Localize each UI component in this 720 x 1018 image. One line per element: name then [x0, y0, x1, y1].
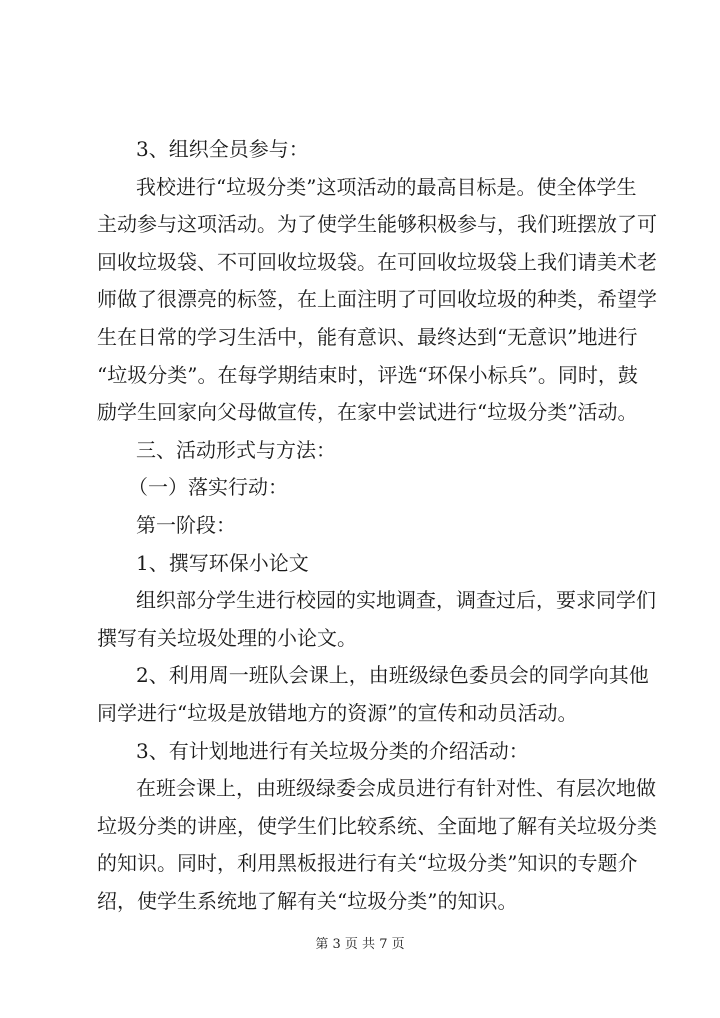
text-line: 在班会课上，由班级绿委会成员进行有针对性、有层次地做: [136, 776, 656, 801]
text-line: 绍，使学生系统地了解有关“垃圾分类”的知识。: [97, 889, 518, 913]
item-heading: 1、撰写环保小论文: [136, 550, 309, 575]
item-heading: 3、有计划地进行有关垃圾分类的介绍活动：: [136, 738, 529, 763]
text-line: 撰写有关垃圾处理的小论文。: [97, 625, 357, 650]
text-line: “垃圾分类”。在每学期结束时，评选“环保小标兵”。同时，鼓: [97, 362, 638, 387]
text-line: 组织部分学生进行校园的实地调查，调查过后，要求同学们: [136, 588, 656, 613]
text-line: 师做了很漂亮的标签，在上面注明了可回收垃圾的种类，希望学: [97, 287, 657, 312]
text-line: 主动参与这项活动。为了使学生能够积极参与，我们班摆放了可: [97, 212, 657, 237]
stage-heading: 第一阶段：: [136, 513, 236, 537]
text-line: 3、组织全员参与：: [136, 137, 309, 161]
text-line: 垃圾分类的讲座，使学生们比较系统、全面地了解有关垃圾分类: [97, 813, 657, 838]
subsection-heading: （一）落实行动：: [128, 475, 288, 500]
text-line: 励学生回家向父母做宣传，在家中尝试进行“垃圾分类”活动。: [97, 400, 638, 425]
text-line: 2、利用周一班队会课上，由班级绿色委员会的同学向其他: [136, 663, 649, 688]
page-number-footer: 第 3 页 共 7 页: [315, 937, 405, 952]
text-line: 生在日常的学习生活中，能有意识、最终达到“无意识”地进行: [97, 325, 638, 349]
text-line: 同学进行“垃圾是放错地方的资源”的宣传和动员活动。: [97, 701, 578, 725]
text-line: 我校进行“垃圾分类”这项活动的最高目标是。使全体学生: [136, 174, 637, 199]
section-heading: 三、活动形式与方法：: [136, 437, 336, 462]
text-line: 的知识。同时，利用黑板报进行有关“垃圾分类”知识的专题介: [97, 851, 638, 876]
text-line: 回收垃圾袋、不可回收垃圾袋。在可回收垃圾袋上我们请美术老: [97, 249, 657, 274]
